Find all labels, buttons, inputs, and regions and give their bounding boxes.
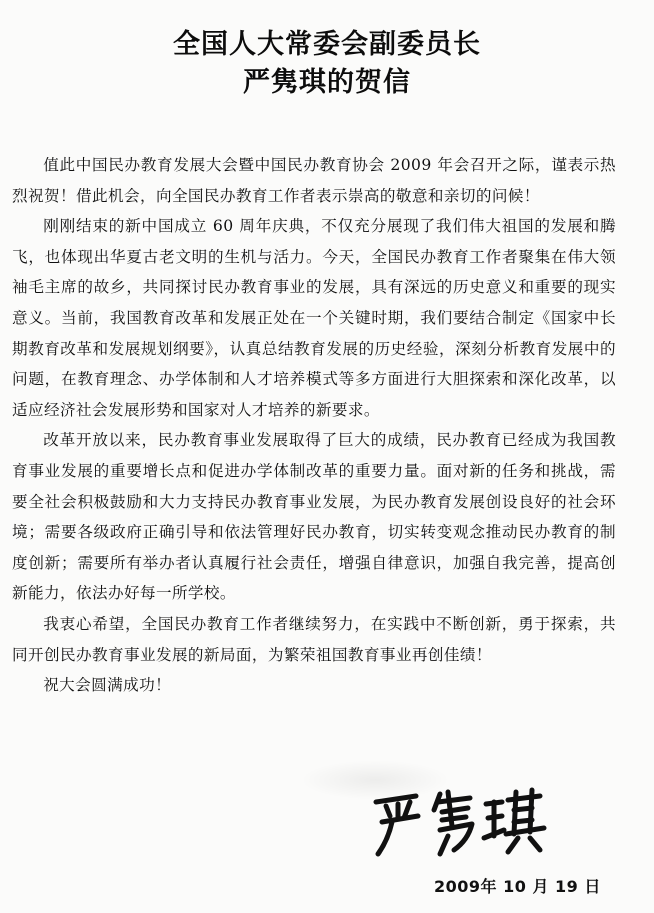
paragraph-4: 我衷心希望，全国民办教育工作者继续努力，在实践中不断创新，勇于探索，共同开创民办教育事业发展的新局面，为繁荣祖国教育事业再创佳绩！: [12, 614, 616, 664]
paragraph-5: 祝大会圆满成功！: [43, 676, 172, 695]
handwritten-signature: [368, 780, 548, 860]
page-title: 全国人大常委会副委员长: [173, 29, 481, 60]
paragraph-2: 刚刚结束的新中国成立 60 周年庆典，不仅充分展现了我们伟大祖国的发展和腾飞，也体现出华夏古老文明的生机与活力。今天，全国民办教育工作者聚集在伟大领袖毛主席的故乡，共同探讨民办教育事业的发展，具有深远的历史意义和重要的现实意义。当前，我国教育改革和发展正处在一个关键时期，我们要结合制定《国家中长期教育改革和发展规划纲要》，认真总结教育发展的历史经验，深刻分析教育发展中的问题，在教育理念、办学体制和人才培养模式等多方面进行大胆探索和深化改革，以适应经济社会发展形势和国家对人才培养的新要求。: [12, 217, 616, 419]
paragraph-1: 值此中国民办教育发展大会暨中国民办教育协会 2009 年会召开之际，谨表示热烈祝贺！借此机会，向全国民办教育工作者表示崇高的敬意和亲切的问候！: [12, 156, 616, 205]
letter-body: [12, 150, 616, 701]
paragraph-3: 改革开放以来，民办教育事业发展取得了巨大的成绩，民办教育已经成为我国教育事业发展的重要增长点和促进办学体制改革的重要力量。面对新的任务和挑战，需要全社会积极鼓励和大力支持民办教育事业发展，为民办教育发展创设良好的社会环境；需要各级政府正确引导和依法管理好民办教育，切实转变观念推动民办教育的制度创新；需要所有举办者认真履行社会责任，增强自律意识，加强自我完善，提高创新能力，依法办好每一所学校。: [12, 431, 616, 603]
page-subtitle: 严隽琪的贺信: [243, 67, 411, 98]
letter-date: 2009年 10 月 19 日: [434, 877, 601, 896]
